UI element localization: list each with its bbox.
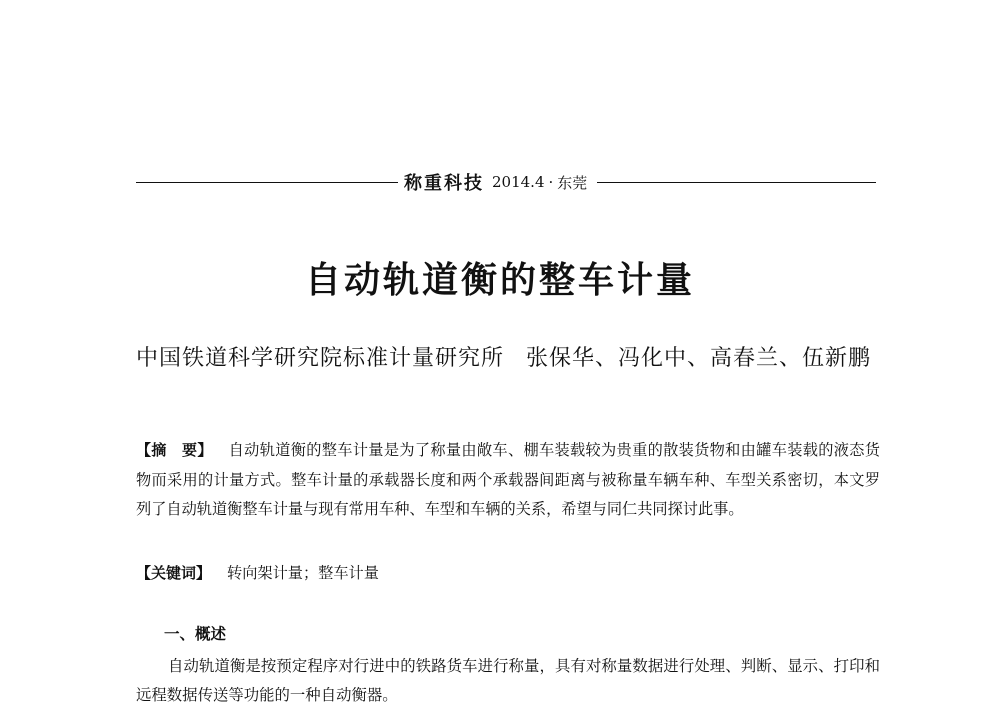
header-rule-right <box>597 182 876 183</box>
keywords <box>136 559 880 587</box>
journal-header <box>136 168 876 196</box>
journal-location: 东莞 <box>557 173 588 192</box>
authors: 张保华、冯化中、高春兰、伍新鹏 <box>526 346 872 371</box>
section-paragraph: 自动轨道衡是按预定程序对行进中的铁路货车进行称量，具有对称量数据进行处理、判断、显示、打印和远程数据传送等功能的一种自动衡器。 <box>136 657 880 704</box>
keywords-text: 转向架计量；整车计量 <box>227 564 379 582</box>
keywords-label: 【关键词】 <box>136 564 212 582</box>
author-affiliation-line <box>136 341 896 372</box>
abstract-text: 自动轨道衡的整车计量是为了称量由敞车、棚车装载较为贵重的散装货物和由罐车装载的液态货物而采用的计量方式。整车计量的承载器长度和两个承载器间距离与被称量车辆车种、车型关系密切，本文罗列了自动轨道衡整车计量与现有常用车种、车型和车辆的关系，希望与同仁共同探讨此事。 <box>136 441 880 518</box>
paper-title: 自动轨道衡的整车计量 <box>304 260 695 301</box>
header-separator: · <box>548 173 554 191</box>
journal-issue: 2014.4 <box>492 173 545 191</box>
abstract <box>136 436 880 525</box>
section-heading: 一、概述 <box>164 625 227 643</box>
header-rule-left <box>136 182 398 183</box>
abstract-label: 【摘 要】 <box>136 441 213 459</box>
journal-name: 称重科技 <box>404 173 484 194</box>
institution: 中国铁道科学研究院标准计量研究所 <box>136 346 505 371</box>
